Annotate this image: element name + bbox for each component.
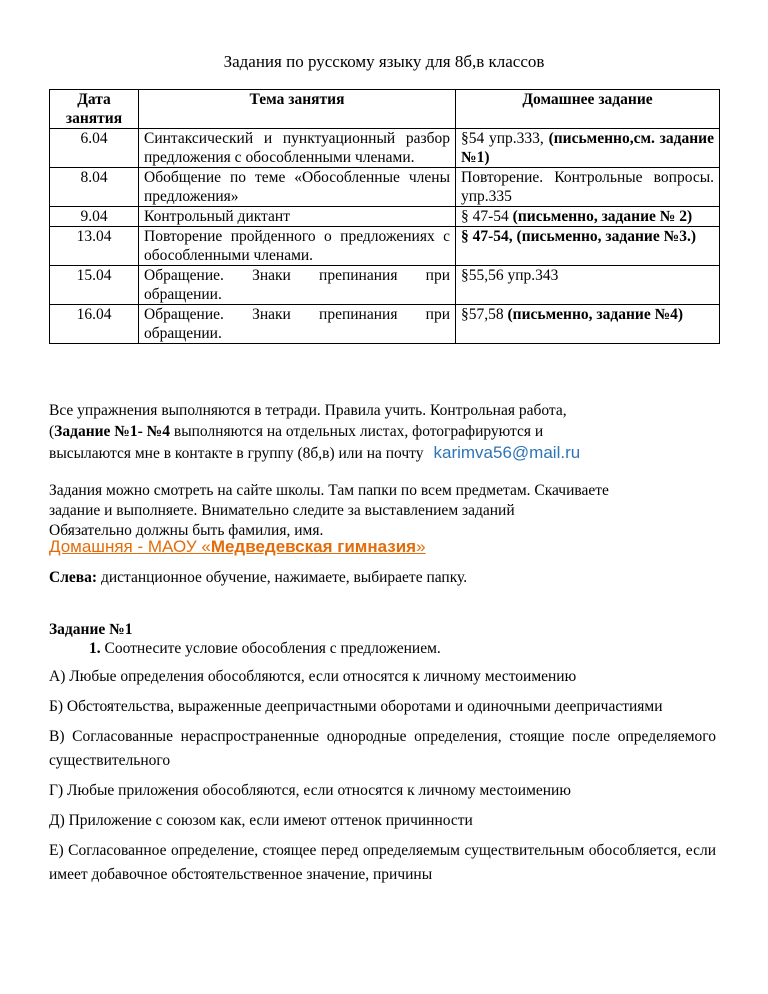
question-text: Соотнесите условие обособления с предложением. [100,640,441,657]
task-1-question [89,640,441,658]
notes-line-2-rest: выполняются на отдельных листах, фотографируются и [170,423,544,440]
row-homework [456,227,720,266]
homework-plain: §57,58 [461,306,508,323]
table-row [50,266,720,305]
table-row [50,168,720,207]
task-1-options [49,665,716,893]
homework-plain: Повторение. Контрольные вопросы. упр.335 [461,169,714,205]
notes-tasks-bold: Задание №1- №4 [54,423,170,440]
row-date: 16.04 [50,305,139,344]
left-note-text: дистанционное обучение, нажимаете, выбираете папку. [97,569,468,586]
header-topic: Тема занятия [139,90,456,129]
left-menu-note [49,569,467,587]
submission-notes [49,400,729,464]
homework-plain: §55,56 упр.343 [461,267,559,284]
row-homework [456,305,720,344]
site-link-name: Медведевская гимназия [210,537,417,556]
document-title: Задания по русскому языку для 8б,в классов [223,52,545,71]
schedule-table [49,89,720,344]
email-address: karimva56@mail.ru [433,443,581,462]
row-date: 13.04 [50,227,139,266]
site-info-line-2: задание и выполняете. Внимательно следите за выставлением заданий [49,502,515,519]
row-topic: Контрольный диктант [139,207,456,227]
site-info-line-3: Обязательно должны быть фамилия, имя. [49,522,324,539]
notes-paren: ( [49,423,55,440]
option-item: Е) Согласованное определение, стоящее перед определяемым существительным обособляется, если имеет добавочное обстоятельственное значение, причины [49,842,716,883]
task-1-title: Задание №1 [49,621,133,638]
option-item: Д) Приложение с союзом как, если имеют оттенок причинности [49,812,473,829]
notes-line-3 [49,442,729,464]
table-row [50,305,720,344]
homework-bold: (письменно, задание №4) [507,306,684,323]
header-homework: Домашнее задание [456,90,720,129]
table-row [50,129,720,168]
homework-bold: (письменно, задание № 2) [512,208,693,225]
site-info-line-1: Задания можно смотреть на сайте школы. Там папки по всем предметам. Скачиваете [49,482,609,499]
option-item: Б) Обстоятельства, выраженные деепричастными оборотами и одиночными деепричастиями [49,698,663,715]
table-row [50,227,720,266]
notes-line-1: Все упражнения выполняются в тетради. Правила учить. Контрольная работа, [49,402,567,419]
homework-bold: § 47-54, (письменно, задание №3.) [461,228,696,245]
homework-plain: §54 упр.333, [461,130,549,147]
header-date: Дата занятия [50,90,139,129]
question-number: 1. [89,640,101,657]
site-link-suffix: » [416,537,426,556]
option-item: В) Согласованные нераспространенные однородные определения, стоящие после определяемого существительного [49,728,716,769]
notes-line-3-text: высылаются мне в контакте в группу (8б,в) или на почту [49,445,424,462]
table-row [50,207,720,227]
homework-bold: (письменно,см. задание №1) [461,130,714,166]
row-homework [456,207,720,227]
row-topic: Синтаксический и пунктуационный разбор предложения с обособленными членами. [139,129,456,168]
row-date: 15.04 [50,266,139,305]
option-item: А) Любые определения обособляются, если относятся к личному местоимению [49,668,577,685]
option-item: Г) Любые приложения обособляются, если относятся к личному местоимению [49,782,571,799]
site-link-prefix: Домашняя - МАОУ « [49,537,211,556]
row-topic: Обобщение по теме «Обособленные члены предложения» [139,168,456,207]
row-date: 6.04 [50,129,139,168]
table-header-row [50,90,720,129]
row-homework [456,129,720,168]
row-date: 9.04 [50,207,139,227]
row-topic: Обращение. Знаки препинания при обращении. [139,266,456,305]
school-site-link[interactable] [49,537,426,557]
left-note-label: Слева: [49,569,98,586]
row-date: 8.04 [50,168,139,207]
row-topic: Обращение. Знаки препинания при обращении. [139,305,456,344]
row-homework [456,168,720,207]
notes-line-2 [49,421,729,442]
site-info [49,481,739,541]
row-topic: Повторение пройденного о предложениях с обособленными членами. [139,227,456,266]
row-homework [456,266,720,305]
homework-plain: § 47-54 [461,208,513,225]
